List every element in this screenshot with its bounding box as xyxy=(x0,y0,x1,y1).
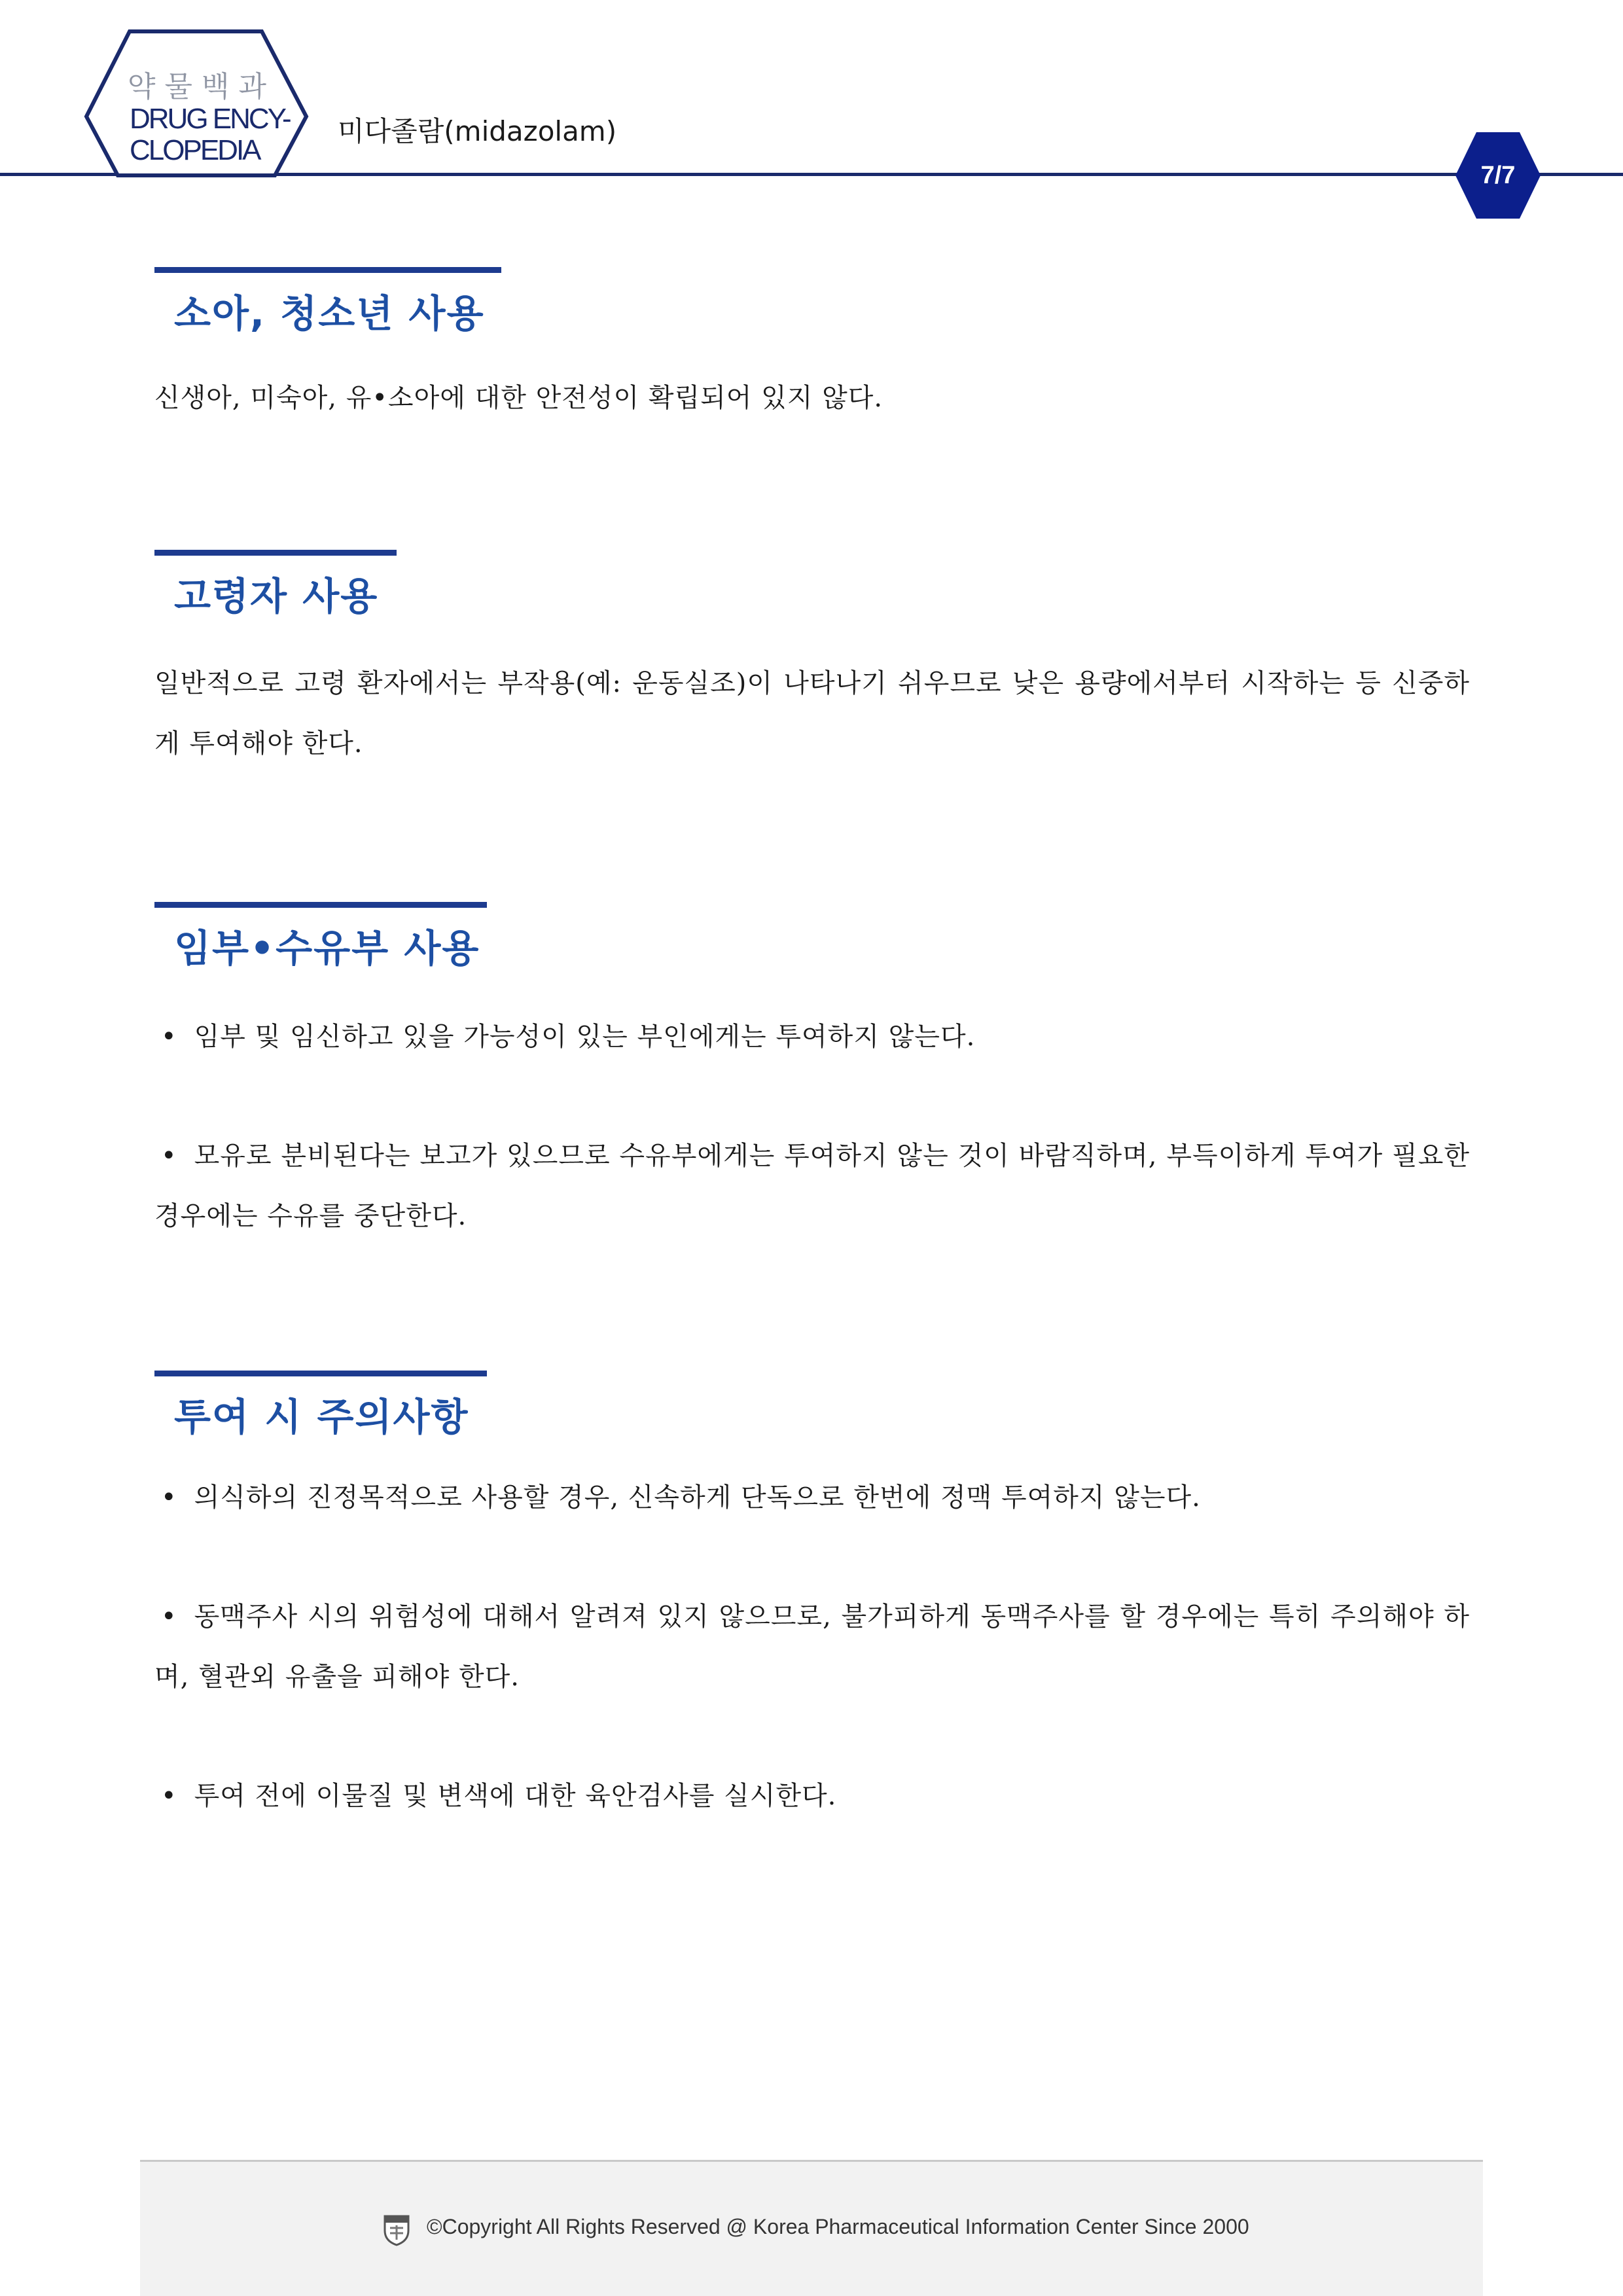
list-item: • 모유로 분비된다는 보고가 있으므로 수유부에게는 투여하지 않는 것이 바람직하며, 부득이하게 투여가 필요한 경우에는 수유를 중단한다. xyxy=(154,1141,1470,1231)
list-item: • 투여 전에 이물질 및 변색에 대한 육안검사를 실시한다. xyxy=(154,1766,1470,1826)
bullet-dot-icon: • xyxy=(161,1781,177,1811)
page-number: 7/7 xyxy=(1480,161,1516,189)
list-item: • 동맥주사 시의 위험성에 대해서 알려져 있지 않으므로, 불가피하게 동맥주사를 할 경우에는 특히 주의해야 하며, 혈관외 유출을 피해야 한다. xyxy=(154,1602,1470,1692)
section-title-bar xyxy=(154,267,501,273)
footer-rule xyxy=(140,2160,1483,2162)
copyright-text: ©Copyright All Rights Reserved @ Korea Pharmaceutical Information Center Since 2000 xyxy=(427,2215,1249,2238)
logo-korean-text: 약물백과 xyxy=(128,70,276,103)
list-item: • 의식하의 진정목적으로 사용할 경우, 신속하게 단독으로 한번에 정맥 투여하지 않는다. xyxy=(154,1467,1470,1528)
bullet-dot-icon: • xyxy=(161,1022,177,1052)
shield-emblem-icon xyxy=(382,2214,411,2246)
bullet-dot-icon: • xyxy=(161,1141,177,1171)
paragraph-pediatric: 신생아, 미숙아, 유•소아에 대한 안전성이 확립되어 있지 않다. xyxy=(154,383,883,413)
section-title-administration: 투여 시 주의사항 xyxy=(174,1395,469,1439)
section-title-pregnancy: 임부•수유부 사용 xyxy=(174,926,480,971)
paragraph-elderly: 일반적으로 고령 환자에서는 부작용(예: 운동실조)이 나타나기 쉬우므로 낮은 용량에서부터 시작하는 등 신중하게 투여해야 한다. xyxy=(154,668,1470,759)
section-title-bar xyxy=(154,1371,487,1376)
section-title-pediatric: 소아, 청소년 사용 xyxy=(174,291,485,336)
logo-english-line1: DRUG ENCY- xyxy=(130,103,290,135)
bullet-dot-icon: • xyxy=(161,1482,177,1513)
list-item: • 임부 및 임신하고 있을 가능성이 있는 부인에게는 투여하지 않는다. xyxy=(154,1007,1470,1067)
logo-english-line2: CLOPEDIA xyxy=(130,134,260,166)
section-title-elderly: 고령자 사용 xyxy=(174,574,379,619)
drug-name: 미다졸람(midazolam) xyxy=(338,115,617,147)
section-title-bar xyxy=(154,902,487,908)
bullet-dot-icon: • xyxy=(161,1602,177,1632)
section-title-bar xyxy=(154,550,397,556)
